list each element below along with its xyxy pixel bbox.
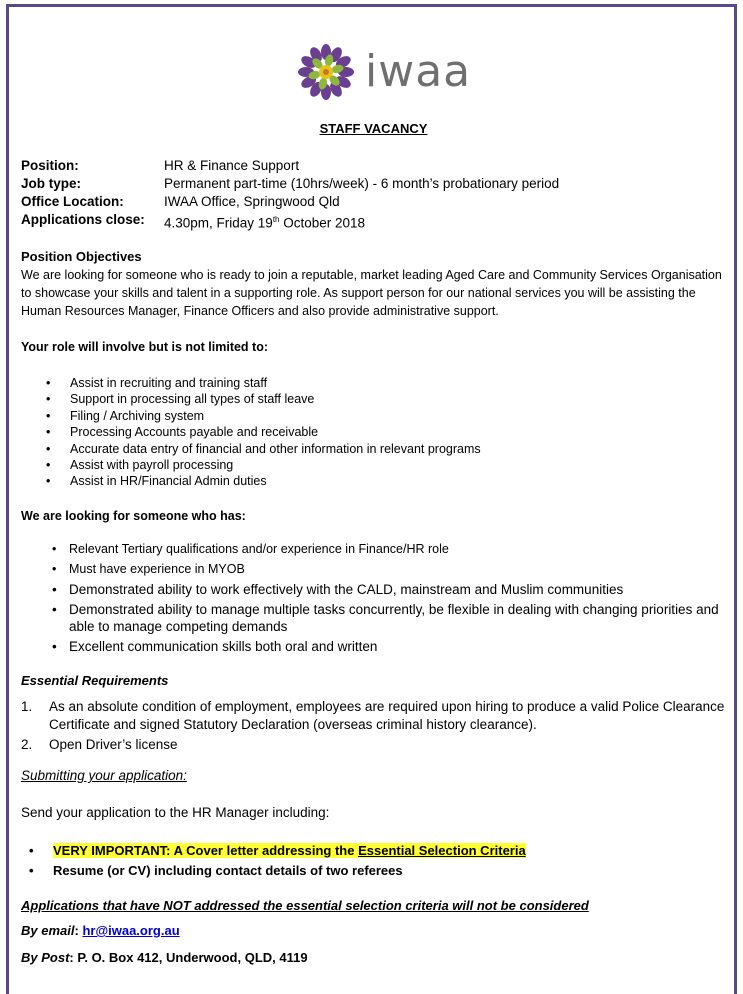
email-contact [21, 923, 180, 938]
info-row-close [21, 211, 559, 229]
info-value: Permanent part-time (10hrs/week) - 6 month’s probationary period [164, 176, 560, 191]
info-value [164, 211, 365, 229]
post-value: : P. O. Box 412, Underwood, QLD, 4119 [69, 950, 308, 965]
submit-list [21, 841, 526, 881]
warning-note: Applications that have NOT addressed the essential selection criteria will not be considered [21, 898, 589, 913]
objectives-heading: Position Objectives [21, 249, 142, 264]
submit-intro: Send your application to the HR Manager including: [21, 805, 330, 820]
info-label: Applications close: [21, 212, 145, 227]
list-item [21, 841, 526, 861]
info-row-job-type [21, 175, 559, 193]
list-item [21, 698, 726, 734]
list-item [21, 736, 726, 754]
item-number: 1. [21, 699, 33, 714]
logo-wordmark: iwaa [365, 46, 472, 97]
info-value: HR & Finance Support [164, 158, 300, 173]
objectives-text: We are looking for someone who is ready to join a reputable, market leading Aged Care and Community Services Organisation to showcase your skills and talent in a supporting role. As support person for our national services you will be assisting the Human Resources Manager, Finance Officers and also provide administrative support. [21, 268, 722, 318]
submit-heading: Submitting your application: [21, 768, 187, 783]
page-title: STAFF VACANCY [319, 121, 428, 136]
email-label: By email [21, 923, 75, 938]
info-value: IWAA Office, Springwood Qld [164, 194, 340, 209]
list-item: • Filing / Archiving system [21, 408, 481, 424]
list-item: • Assist with payroll processing [21, 457, 481, 473]
looking-list [21, 541, 726, 658]
list-item: • Assist in recruiting and training staff [21, 375, 481, 391]
close-date-part: October 2018 [279, 215, 366, 231]
info-row-office [21, 193, 559, 211]
post-label: By Post [21, 950, 70, 965]
item-text: As an absolute condition of employment, employees are required upon hiring to produce a valid Police Clearance Certificate and signed Statutory Declaration (overseas criminal history clearance). [49, 699, 725, 732]
info-row-position [21, 157, 559, 175]
list-item: • Demonstrated ability to work effectively with the CALD, mainstream and Muslim communities [21, 581, 726, 598]
looking-heading: We are looking for someone who has: [21, 509, 246, 523]
list-item: • Processing Accounts payable and receivable [21, 424, 481, 440]
job-info [21, 157, 559, 229]
info-label: Position: [21, 158, 79, 173]
list-item: • Excellent communication skills both oral and written [21, 638, 726, 655]
post-contact [21, 950, 308, 965]
highlighted-requirement [53, 843, 526, 858]
list-item: • Assist in HR/Financial Admin duties [21, 473, 481, 489]
list-item: • Support in processing all types of staff leave [21, 391, 481, 407]
list-item: • Accurate data entry of financial and other information in relevant programs [21, 441, 481, 457]
requirement-prefix: VERY IMPORTANT: A Cover letter addressing the [53, 843, 359, 858]
close-date-part: 4.30pm, Friday 19 [164, 215, 273, 231]
essential-list [21, 698, 726, 756]
close-date-suffix: th [272, 215, 280, 224]
list-item: • Resume (or CV) including contact details of two referees [21, 861, 526, 881]
role-list [21, 375, 481, 490]
selection-criteria-link[interactable]: Essential Selection Criteria [358, 843, 526, 858]
iwaa-logo [297, 43, 477, 101]
list-item: • Demonstrated ability to manage multiple tasks concurrently, be flexible in dealing with changing priorities and able to manage competing demands [21, 601, 726, 635]
item-number: 2. [21, 737, 33, 752]
list-item: • Must have experience in MYOB [21, 561, 726, 578]
flower-logo-icon [297, 43, 355, 101]
email-colon: : [74, 923, 83, 938]
role-heading: Your role will involve but is not limited to: [21, 340, 269, 354]
email-link[interactable]: hr@iwaa.org.au [82, 923, 180, 938]
info-label: Office Location: [21, 194, 124, 209]
info-label: Job type: [21, 176, 82, 191]
essential-heading: Essential Requirements [21, 673, 169, 688]
list-item: • Relevant Tertiary qualifications and/or experience in Finance/HR role [21, 541, 726, 558]
item-text: Open Driver’s license [49, 737, 178, 752]
